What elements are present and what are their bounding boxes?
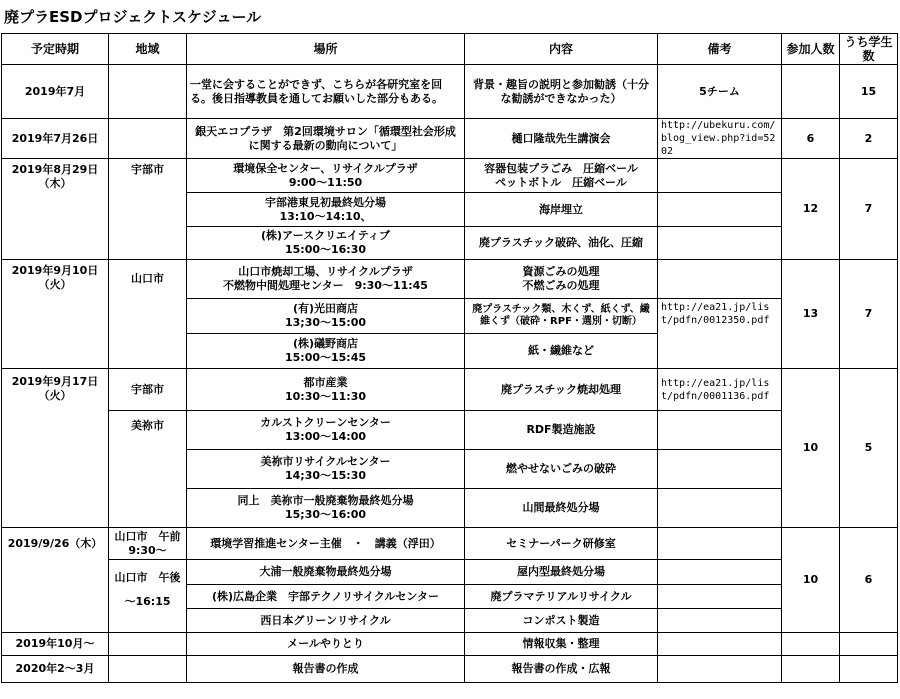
- region-cell: [109, 193, 187, 227]
- remarks-link[interactable]: http://ea21.jp/list/pdfn/0001136.pdf: [658, 369, 782, 411]
- place-cell: 都市産業 10:30～11:30: [187, 369, 465, 411]
- remarks-cell: [658, 193, 782, 227]
- header-content: 内容: [465, 34, 658, 65]
- place-cell: 西日本グリーンリサイクル: [187, 609, 465, 633]
- table-row: [2, 159, 898, 193]
- students-cell: [840, 656, 898, 683]
- students-cell: 7: [840, 159, 898, 260]
- remarks-cell: [658, 560, 782, 585]
- place-cell: 同上 美祢市一般廃棄物最終処分場 15;30～16:00: [187, 489, 465, 528]
- content-cell: 廃プラスチック類、木くず、紙くず、繊維くず（破砕・RPF・選別・切断）: [465, 299, 658, 334]
- place-cell: カルストクリーンセンター 13:00～14:00: [187, 411, 465, 450]
- period-cell: 2019年9月17日（火）: [2, 369, 109, 411]
- place-cell: 山口市焼却工場、リサイクルプラザ 不燃物中間処理センター 9:30～11:45: [187, 260, 465, 299]
- place-cell: 報告書の作成: [187, 656, 465, 683]
- place-cell: 宇部港東見初最終処分場 13:10～14:10、: [187, 193, 465, 227]
- remarks-cell: [658, 411, 782, 450]
- table-row: [2, 227, 898, 260]
- region-cell: 山口市: [109, 260, 187, 299]
- period-cell: 2019年8月29日（木）: [2, 159, 109, 193]
- table-row: [2, 560, 898, 585]
- table-row: [2, 656, 898, 683]
- region-cell: ～16:15: [109, 585, 187, 609]
- region-cell: [109, 65, 187, 119]
- content-cell: RDF製造施設: [465, 411, 658, 450]
- table-row: [2, 489, 898, 528]
- region-cell: [109, 633, 187, 656]
- remarks-cell: [658, 528, 782, 560]
- remarks-link[interactable]: http://ea21.jp/list/pdfn/0012350.pdf: [658, 299, 782, 369]
- place-cell: 環境学習推進センター主催 ・ 講義（浮田）: [187, 528, 465, 560]
- content-cell: 山間最終処分場: [465, 489, 658, 528]
- content-cell: セミナーパーク研修室: [465, 528, 658, 560]
- header-period: 予定時期: [2, 34, 109, 65]
- participants-cell: 10: [782, 369, 840, 528]
- content-cell: 廃プラマテリアルリサイクル: [465, 585, 658, 609]
- place-cell: 一堂に会することができず、こちらが各研究室を回る。後日指導教員を通してお願いした部分もある。: [187, 65, 465, 119]
- header-region: 地域: [109, 34, 187, 65]
- remarks-cell: [658, 585, 782, 609]
- region-cell: [109, 489, 187, 528]
- table-row: [2, 260, 898, 299]
- content-cell: 報告書の作成・広報: [465, 656, 658, 683]
- place-cell: 美祢市リサイクルセンター 14;30～15:30: [187, 450, 465, 489]
- content-cell: 容器包装プラごみ 圧縮ベール ペットボトル 圧縮ベール: [465, 159, 658, 193]
- region-cell: [109, 119, 187, 159]
- page-title: 廃プラESDプロジェクトスケジュール: [4, 8, 262, 26]
- place-cell: メールやりとり: [187, 633, 465, 656]
- content-cell: 情報収集・整理: [465, 633, 658, 656]
- period-cell: 2019年7月: [2, 65, 109, 119]
- participants-cell: [782, 656, 840, 683]
- remarks-cell: [658, 609, 782, 633]
- region-cell: 美祢市: [109, 411, 187, 450]
- header-row: [2, 34, 898, 65]
- participants-cell: 12: [782, 159, 840, 260]
- content-cell: 廃プラスチック破砕、油化、圧縮: [465, 227, 658, 260]
- place-cell: (株)アースクリエイティブ 15:00～16:30: [187, 227, 465, 260]
- participants-cell: [782, 633, 840, 656]
- students-cell: 5: [840, 369, 898, 528]
- table-row: [2, 609, 898, 633]
- region-cell: [109, 299, 187, 334]
- content-cell: 紙・繊維など: [465, 334, 658, 369]
- table-row: [2, 65, 898, 119]
- place-cell: 環境保全センター、リサイクルプラザ 9:00～11:50: [187, 159, 465, 193]
- remarks-link[interactable]: http://ubekuru.com/blog_view.php?id=5202: [658, 119, 782, 159]
- students-cell: 2: [840, 119, 898, 159]
- table-row: [2, 369, 898, 411]
- remarks-cell: [658, 633, 782, 656]
- table-row: [2, 528, 898, 560]
- table-row: [2, 193, 898, 227]
- content-cell: コンポスト製造: [465, 609, 658, 633]
- remarks-cell: [658, 159, 782, 193]
- header-participants: 参加人数: [782, 34, 840, 65]
- content-cell: 燃やせないごみの破砕: [465, 450, 658, 489]
- students-cell: 7: [840, 260, 898, 369]
- participants-cell: 10: [782, 528, 840, 633]
- content-cell: 海岸埋立: [465, 193, 658, 227]
- region-cell: 山口市 午後: [109, 560, 187, 585]
- content-cell: 屋内型最終処分場: [465, 560, 658, 585]
- remarks-cell: [658, 260, 782, 299]
- period-cell: 2019年7月26日: [2, 119, 109, 159]
- content-cell: 背景・趣旨の説明と参加勧誘（十分な勧誘ができなかった）: [465, 65, 658, 119]
- participants-cell: [782, 65, 840, 119]
- header-place: 場所: [187, 34, 465, 65]
- place-cell: 大浦一般廃棄物最終処分場: [187, 560, 465, 585]
- region-cell: [109, 450, 187, 489]
- table-row: [2, 411, 898, 450]
- period-cell: [2, 450, 109, 489]
- table-row: [2, 633, 898, 656]
- students-cell: [840, 633, 898, 656]
- period-cell: [2, 560, 109, 585]
- region-cell: [109, 656, 187, 683]
- period-cell: [2, 585, 109, 609]
- schedule-table: [1, 33, 898, 683]
- table-row: [2, 119, 898, 159]
- place-cell: 銀天エコプラザ 第2回環境サロン「循環型社会形成に関する最新の動向について」: [187, 119, 465, 159]
- period-cell: 2019/9/26（木）: [2, 528, 109, 560]
- region-cell: 宇部市: [109, 159, 187, 193]
- period-cell: [2, 227, 109, 260]
- remarks-cell: 5チーム: [658, 65, 782, 119]
- period-cell: [2, 334, 109, 369]
- content-cell: 樋口隆哉先生講演会: [465, 119, 658, 159]
- remarks-cell: [658, 227, 782, 260]
- period-cell: [2, 193, 109, 227]
- region-cell: 山口市 午前 9:30～: [109, 528, 187, 560]
- students-cell: 6: [840, 528, 898, 633]
- region-cell: [109, 334, 187, 369]
- participants-cell: 13: [782, 260, 840, 369]
- region-cell: [109, 609, 187, 633]
- region-cell: 宇部市: [109, 369, 187, 411]
- period-cell: [2, 299, 109, 334]
- period-cell: 2020年2～3月: [2, 656, 109, 683]
- remarks-cell: [658, 489, 782, 528]
- place-cell: (有)光田商店 13;30～15:00: [187, 299, 465, 334]
- participants-cell: 6: [782, 119, 840, 159]
- place-cell: (株)広島企業 宇部テクノリサイクルセンター: [187, 585, 465, 609]
- table-row: [2, 450, 898, 489]
- period-cell: [2, 609, 109, 633]
- table-row: [2, 585, 898, 609]
- period-cell: [2, 411, 109, 450]
- header-students: うち学生数: [840, 34, 898, 65]
- period-cell: [2, 489, 109, 528]
- period-cell: 2019年9月10日（火）: [2, 260, 109, 299]
- header-remarks: 備考: [658, 34, 782, 65]
- period-cell: 2019年10月～: [2, 633, 109, 656]
- content-cell: 廃プラスチック焼却処理: [465, 369, 658, 411]
- table-row: [2, 299, 898, 334]
- remarks-cell: [658, 450, 782, 489]
- students-cell: 15: [840, 65, 898, 119]
- region-cell: [109, 227, 187, 260]
- content-cell: 資源ごみの処理 不燃ごみの処理: [465, 260, 658, 299]
- place-cell: (株)礒野商店 15:00～15:45: [187, 334, 465, 369]
- remarks-cell: [658, 656, 782, 683]
